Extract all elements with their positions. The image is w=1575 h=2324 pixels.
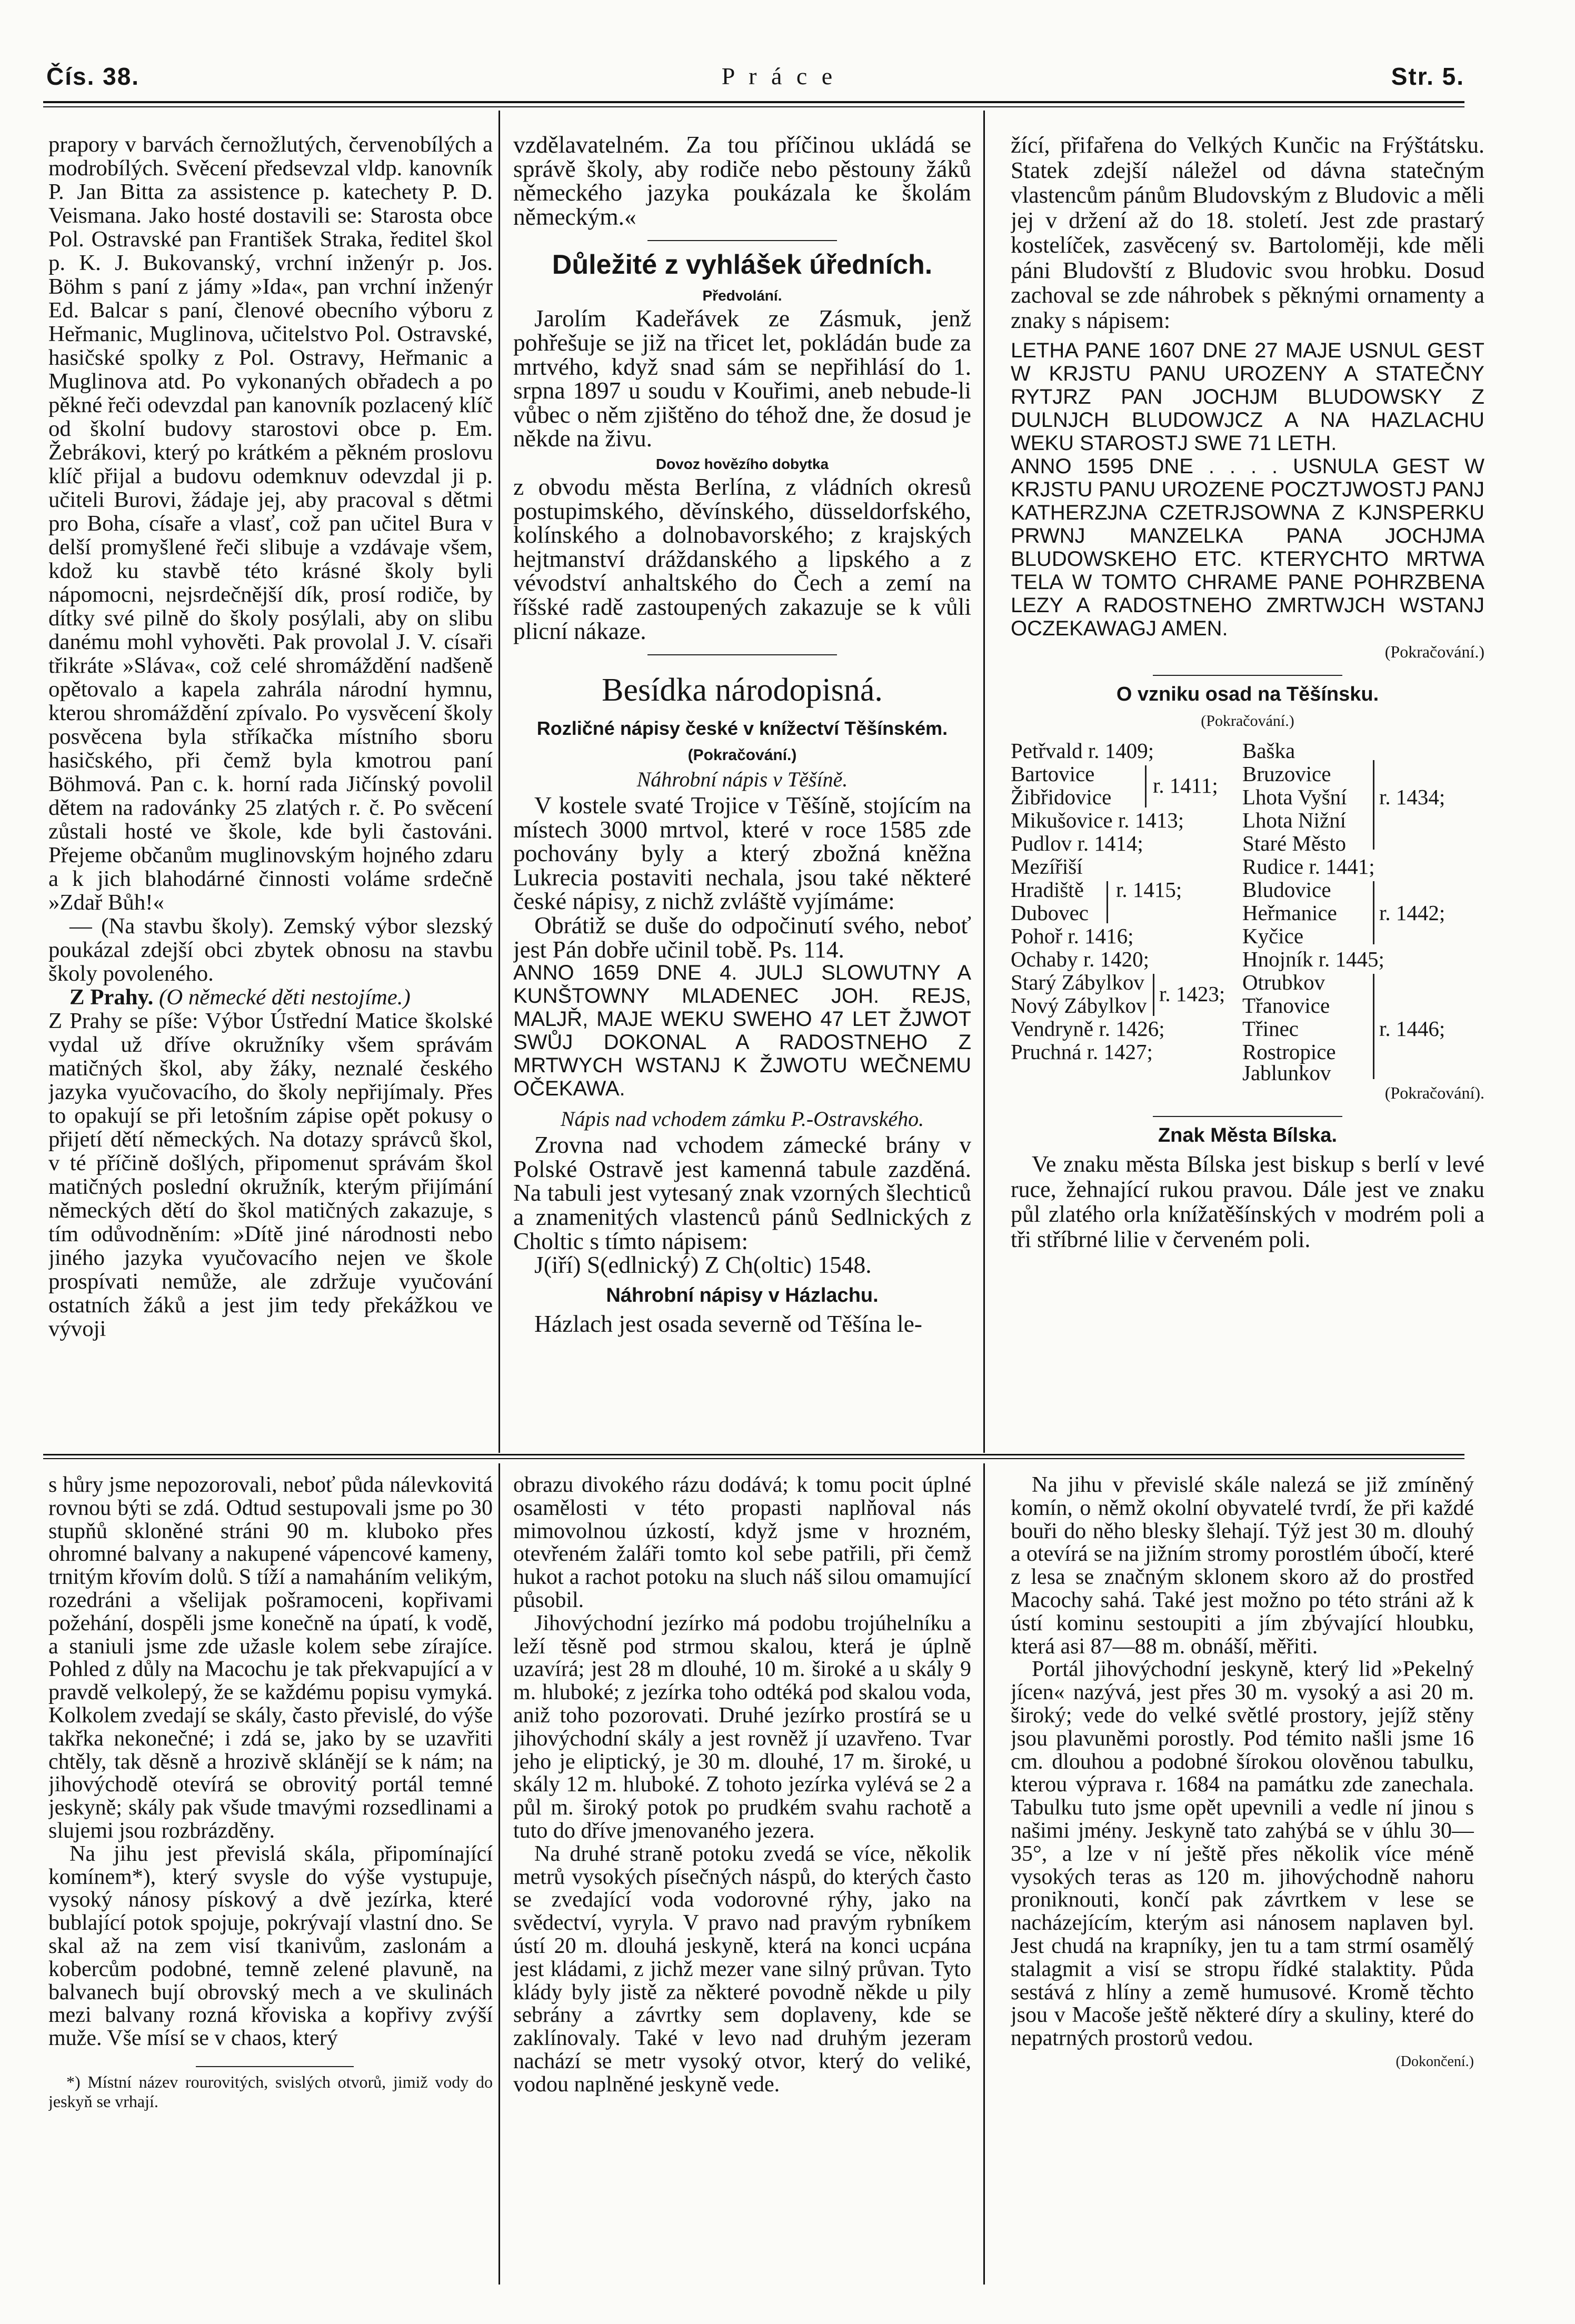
paragraph: Z Prahy se píše: Výbor Ústřední Matice školské vydal už dříve okružníky všem správám matičných škol, aby žáky, neznalé českého jazyka vyučovacího, do školy nepřijímaly. Přes to opakují se při letošním zápise opět pokusy o přijetí dětí německých. Na dotazy správců škol, v té příčině došlých, připomenut správám škol matičných poslední okružník, kterým přijímání německých dětí do škol matičných zakazuje, s tím odůvodněním: »Dítě jiné národnosti nebo jiného jazyka vyučovacího nejen ve škole prospívati nemůže, ale zdržuje vyučování ostatních žáků a jest jim tedy překážkou ve vývoji — [48, 1009, 493, 1341]
continuation-note: (Dokončení.) — [1395, 2053, 1474, 2070]
footnote-text: *) Místní název rourovitých, svislých otvorů, jimiž vody do jeskyň se vrhají. — [48, 2072, 493, 2111]
paragraph: Na jihu v převislé skále nalezá se již zmíněný komín, o němž okolní obyvatelé tvrdí, že při každé bouři do něho blesky šlehají. Týž jest 30 m. dlouhý a otevírá se na jižním stromy porostlém úbočí, které z lesa se značným sklonem skoro až do prostřed Macochy sahá. Také jest možno po této stráni až k ústí kominu sestoupiti a jím zbývající hloubku, která asi 87—88 m. obnáší, měřiti. — [1011, 1474, 1474, 1659]
footnote-rule — [196, 2066, 354, 2067]
paragraph: — (Na stavbu školy). Zemský výbor slezský poukázal zdejší obci zbytek obnosu na stavbu školy povoleného. — [48, 914, 493, 986]
list-item: Rostropice — [1242, 1040, 1336, 1064]
list-item: Lhota Vyšní — [1242, 785, 1347, 809]
bracket — [1145, 765, 1147, 807]
newspaper-title: P r á c e — [721, 63, 837, 89]
settlement-list — [1011, 739, 1484, 1085]
paragraph: Na druhé straně potoku zvedá se více, několik metrů vysokých písečných náspů, do kterých často se zvedající voda vodorovné rýhy, jako na svědectví, vyryla. V pravo nad pravým rybníkem ústí 20 m. dlouhá jeskyně, která na konci ucpána jest kládami, z jichž mezer vane silný průvan. Tyto klády byly jistě za některé povodně někde u pily sebrány a závrtky sem doplaveny, kde se zaklínovaly. Také v levo nad druhým jezeram nachází se metr vysoký otvor, který do veliké, vodou naplněné jeskyně vede. — [513, 1841, 971, 2097]
paragraph: Na jihu jest převislá skála, připomínající komínem*), který svysle do výše vystupuje, vysoký nánosy pískový a dvě jezírka, které bublající potok spojuje, pokrývají vlastní dno. Se skal až na zem visí tkanivům, zaslonám a kobercům podobné, temně zelené plavuně, na balvanech bují obrovský mech a ve skulinách mezi balvany rozná křoviska a kopřivy zvýší muže. Vše mísí se v chaos, který — [48, 1841, 493, 2051]
column-divider — [499, 111, 500, 1453]
section-label: Z Prahy. — [69, 985, 154, 1010]
continuation-note: (Pokračování.) — [1384, 642, 1484, 661]
section-heading: Znak Města Bílska. — [1158, 1124, 1338, 1146]
list-year: r. 1446; — [1379, 1016, 1446, 1041]
bracket — [1107, 881, 1108, 923]
list-item: Bludovice — [1242, 877, 1331, 902]
inscription: ANNO 1659 DNE 4. JULJ SLOWUTNY A KUNŠTOWNY MLADENEC JOH. REJS, MALJŘ, MAJE WEKU SWEHO 47 LET ŽJWOT SWŮJ DOKONAL A RADOSTNEHO Z MRTWYCH WSTANJ K ŽJWOTU WEČNEMU OČEKAWA. — [513, 961, 971, 1101]
paragraph: Házlach jest osada severně od Těšína le- — [534, 1310, 922, 1337]
sub-heading: Náhrobní nápisy v Házlachu. — [606, 1284, 879, 1306]
list-item: Třinec — [1242, 1016, 1299, 1041]
inscription: ANNO 1595 DNE . . . . USNULA GEST W KRJSTU PANU UROZENE POCZTJWOSTJ PANJ KATHERZJNA CZETRJSOWNA Z KJNSPERKU PRWNJ MANZELKA PANA JOCHJMA BLUDOWSKEHO ETC. KTERYCHTO MRTWA TELA W TOMTO CHRAME PANE POHRZBENA LEZY A RADOSTNEHO ZMRTWJCH WSTANJ OCZEKAWAGJ AMEN. — [1011, 455, 1484, 640]
column-divider — [983, 1463, 985, 2285]
bottom-column-2 — [513, 1474, 971, 2295]
list-item: Dubovec — [1011, 901, 1089, 925]
list-item: Jablunkov — [1242, 1061, 1331, 1085]
list-item: Petřvald r. 1409; — [1011, 739, 1154, 763]
divider — [1153, 675, 1342, 676]
list-item: Bartovice — [1011, 762, 1095, 786]
bracket — [1373, 881, 1374, 944]
paragraph: s hůry jsme nepozorovali, neboť půda nálevkovitá rovnou býti se zdá. Odtud sestupovali jsme po 30 stupňů skloněné stráni 90 m. kluboko přes ohromné balvany a nakupené vápencové kameny, trnitým křovím dolů. S tíží a namaháním velikým, rozedráni a všelijak pošramoceni, kopřivami požehání, dospěli jsme konečně na úpatí, k vodě, a staniuli jsme zde užasle kolem sebe zírajíce. Pohled z důly na Macochu je tak překvapující a v pravdě velkolepý, že se každému popisu vymyká. Kolkolem zvedají se skály, často převislé, do výše takřka nekonečné; i zdá se, jako by se uzavřiti chtěly, tak děsně a hrozivě sklánějí se k nám; na jihovýchodě otevírá se obrovitý portál temné jeskyně; skály pak všude tmavými rozsedlinami a slujemi jsou rozbrázděny. — [48, 1474, 493, 1843]
paragraph: Ve znaku města Bílska jest biskup s berlí v levé ruce, žehnající rukou pravou. Dále jest ve znaku půl zlatého orla knížatěšínských v modrém poli a tři stříbrné lilie v červeném poli. — [1011, 1151, 1484, 1252]
continuation-note: (Pokračování.) — [687, 746, 797, 764]
column-3 — [1011, 133, 1484, 1459]
list-year: r. 1423; — [1159, 982, 1225, 1006]
section-heading: Důležité z vyhlášek úředních. — [552, 250, 933, 281]
sub-heading: Předvolání. — [702, 287, 782, 304]
list-item: Ochaby r. 1420; — [1011, 947, 1150, 971]
list-item: Otrubkov — [1242, 970, 1325, 994]
continuation-note: (Pokračování). — [1384, 1083, 1484, 1102]
list-item: Lhota Nižní — [1242, 808, 1346, 832]
paragraph-heading — [48, 985, 493, 1009]
list-item: Heřmanice — [1242, 901, 1337, 925]
paragraph: vzdělavatelném. Za tou příčinou ukládá se správě školy, aby rodiče nebo pěstouny žáků německého jazyka poukázala ke školám německým.« — [513, 133, 971, 230]
header-rule — [43, 101, 1464, 103]
list-year: r. 1442; — [1379, 901, 1446, 925]
list-year: r. 1411; — [1153, 773, 1218, 797]
list-item: Bruzovice — [1242, 762, 1331, 786]
inscription: LETHA PANE 1607 DNE 27 MAJE USNUL GEST W KRJSTU PANU UROZENY A STATEČNY RYTJRZ PAN JOCHJM BLUDOWSKY Z DULNJCH BLUDOWJCZ A NA HAZLACHU WEKU STAROSTJ SWE 71 LETH. — [1011, 339, 1484, 455]
list-year: r. 1434; — [1379, 785, 1446, 809]
column-divider — [499, 1463, 500, 2285]
section-rule — [43, 1454, 1464, 1455]
bracket — [1153, 974, 1154, 1016]
column-2 — [513, 133, 971, 1459]
paragraph: prapory v barvách černožlutých, červenobílých a modrobílých. Svěcení předsevzal vldp. kanovník P. Jan Bitta za assistence p. katechety P. D. Veismana. Jako hosté dostavili se: Starosta obce Pol. Ostravské pan František Straka, ředitel škol p. K. J. Bukovanský, vrchní inženýr p. Jos. Böhm s paní z jámy »Ida«, pan vrchní inženýr Ed. Balcar s paní, členové obecního výboru z Heřmanic, Muglinova, učitelstvo Pol. Ostravské, hasičské spolky z Pol. Ostravy, Heřmanic a Muglinova atd. Po vykonaných obřadech a po pěkné řeči odevzdal pan kanovník pozlacený klíč od školní budovy starostovi obce p. Em. Žebrákovi, který po krátkém a pěkném proslovu klíč přijal a budovu odemknuv odevzdal ji p. učiteli Burovi, žádaje jej, aby pracoval s dětmi pro Boha, císaře a vlasť, což pan učitel Bura v delší promyšlené řeči slibuje a vzdávaje všem, kdož ku stavbě této krásné školy byli nápomocni, nejsrdečnější dík, prosí rodiče, by dítky své pilně do školy posýlali, aby on slibu danému mohl vyhověti. Pak provolal J. V. císaři třikráte »Sláva«, což celé shromáždění nadšeně opětovalo a kapela zahrála národní hymnu, kterou shromáždění zpívalo. Po vysvěcení školy posvěcena byla stříkačka místního sboru hasičského, při čemž byla kmotrou paní Böhmová. Pan c. k. horní rada Jičínský povolil dětem na radovánky 25 zlatých r. č. Po svěcení zůstali hosté ve škole, kde byli častováni. Přejeme občanům muglinovským hojného zdaru a k jich blahodárné činnosti voláme srdečně »Zdař Bůh!« — [48, 133, 493, 915]
sub-heading: Dovoz hovězího dobytka — [655, 455, 829, 472]
bottom-column-1 — [48, 1474, 493, 2295]
list-item: Kyčice — [1242, 924, 1304, 948]
list-item: Nový Zábylkov — [1011, 993, 1147, 1018]
paragraph: Obrátiž se duše do odpočinutí svého, neboť jest Pán dobře učinil tobě. Ps. 114. — [513, 912, 971, 963]
italic-heading: Nápis nad vchodem zámku P.-Ostravského. — [560, 1107, 924, 1131]
list-item: Starý Zábylkov — [1011, 970, 1144, 994]
list-item: Hradiště — [1011, 877, 1084, 902]
list-item: Pruchná r. 1427; — [1011, 1040, 1153, 1064]
list-year: r. 1415; — [1116, 877, 1182, 902]
footnote — [48, 2072, 493, 2111]
paragraph: V kostele svaté Trojice v Těšíně, stojícím na místech 3000 mrtvol, které v roce 1585 zde pochovány byly a který zbožná kněžna Lukrecia postaviti nechala, jsou také některé české nápisy, z nichž zvláště vyjímáme: — [513, 792, 971, 915]
list-item: Vendryně r. 1426; — [1011, 1016, 1165, 1041]
divider — [647, 240, 837, 241]
issue-number: Čís. 38. — [46, 63, 140, 90]
paragraph: Zrovna nad vchodem zámecké brány v Polské Ostravě jest kamenná tabule zazděná. Na tabuli jest vytesaný znak vzorných šlechticů a znamenitých vlastenců pánů Sedlnických z Choltic s tímto nápisem: — [513, 1131, 971, 1254]
paragraph: obrazu divokého rázu dodává; k tomu pocit úplné osamělosti v této propasti naplňoval nás mimovolnou úzkostí, když jsme v hrozném, otevřeném žaláři tomto kol sebe patřili, při čemž hukot a rachot potoku na sluch náš silou omamující působil. — [513, 1474, 971, 1612]
bracket — [1373, 760, 1374, 850]
list-item: Hnojník r. 1445; — [1242, 947, 1384, 971]
list-item: Mikušovice r. 1413; — [1011, 808, 1184, 832]
section-italic-title: (O německé děti nestojíme.) — [159, 985, 411, 1010]
bracket — [1373, 974, 1374, 1079]
list-item: Pudlov r. 1414; — [1011, 831, 1143, 855]
paragraph: z obvodu města Berlína, z vládních okresů postupimského, děvínského, düsseldorfského, kolínského a dolnobavorského; z krajských hejtmanství dráždanského a lipského a z vévodství anhaltského do Čech a zemí na říšské radě zastoupených zakazuje se k vůli plicní nákaze. — [513, 473, 971, 644]
paragraph: Jihovýchodní jezírko má podobu trojúhelníku a leží těsně pod strmou skalou, která je úplně uzavírá; jest 28 m dlouhé, 10 m. široké a u skály 9 m. hluboké; z jezírka toho odtéká pod skalou voda, aniž toho pozorovati. Druhé jezírko prostírá se u jihovýchodní skály a jest rovněž jí uzavřeno. Tvar jeho je eliptický, je 30 m. dlouhé, 17 m. široké, u skály 12 m. hluboké. Z tohoto jezírka vylévá se 2 a půl m. široký potok po prudkém svahu rachotě a tuto do dříve jmenovaného jezera. — [513, 1611, 971, 1843]
list-item: Třanovice — [1242, 993, 1330, 1018]
divider — [647, 654, 837, 655]
bottom-column-3 — [1011, 1474, 1474, 2295]
divider — [1153, 1116, 1342, 1117]
inscription: J(iří) S(edlnický) Z Ch(oltic) 1548. — [534, 1251, 872, 1279]
paragraph: Jarolím Kadeřávek ze Zásmuk, jenž pohřešuje se již na třicet let, pokládán bude za mrtvého, když snad sám se nepřihlásí do 1. srpna 1897 u soudu v Kouřimi, aneb nebude-li vůbec o něm zjištěno do téhož dne, že dosud je někde na živu. — [513, 305, 971, 452]
section-heading: Besídka národopisná. — [602, 672, 883, 709]
column-1 — [48, 133, 493, 1459]
list-item: Staré Město — [1242, 831, 1346, 855]
list-item: Mezířiší — [1011, 854, 1083, 879]
paragraph: žící, přifařena do Velkých Kunčic na Frýštátsku. Statek zdejší náležel od dávna statečným vlastencům pánům Bludovským z Bludovic a měli jej v držení až do 18. století. Jest zde prastarý kostelíček, zasvěcený sv. Bartoloměji, kde měli páni Bludovští z Bludovic svou hrobku. Dosud zachoval se zde náhrobek s pěknými ornamenty a znaky s nápisem: — [1011, 133, 1484, 333]
paragraph: Portál jihovýchodní jeskyně, který lid »Pekelný jícen« nazývá, jest přes 30 m. vysoký a asi 20 m. široký; vede do velké světlé prostory, jejíž stěny jsou plavuněmi porostly. Pod témito našli jsme 16 cm. dlouhou a podobné šírokou olověnou tabulku, kterou výprava r. 1684 na památku zde zanechala. Tabulku tuto jsme opět upevnili a vedle ní jinou s našimi jmény. Jeskyně tato zahýbá se v úhlu 30—35°, a lze v ní ještě přes několik více méně vysokých teras as 120 m. jihovýchodně nahoru proniknouti, končí pak závrtkem v lese se nacházejícím, kterým asi nánosem naplaven byl. Jest chudá na krapníky, jen tu a tam strmí osamělý stalagmit a visí se stropu řídké stalaktity. Půda sestává z hlíny a země humusové. Kromě těchto jsou v Macoše ještě některé díry a skuliny, které do nepatrných prostorů vedou. — [1011, 1657, 1474, 2051]
list-item: Baška — [1242, 739, 1295, 763]
sub-heading: Rozličné nápisy české v knížectví Těšínském. — [536, 717, 948, 740]
header-rule-thin — [43, 106, 1464, 107]
list-item: Pohoř r. 1416; — [1011, 924, 1134, 948]
section-rule — [43, 1458, 1464, 1459]
page-number: Str. 5. — [1391, 63, 1464, 90]
list-item: Žibřidovice — [1011, 785, 1112, 809]
section-heading: O vzniku osad na Těšínsku. — [1116, 683, 1379, 705]
italic-heading: Náhrobní nápis v Těšíně. — [636, 767, 848, 792]
list-item: Rudice r. 1441; — [1242, 854, 1375, 879]
column-divider — [983, 111, 985, 1453]
continuation-note: (Pokračování.) — [1201, 712, 1294, 730]
